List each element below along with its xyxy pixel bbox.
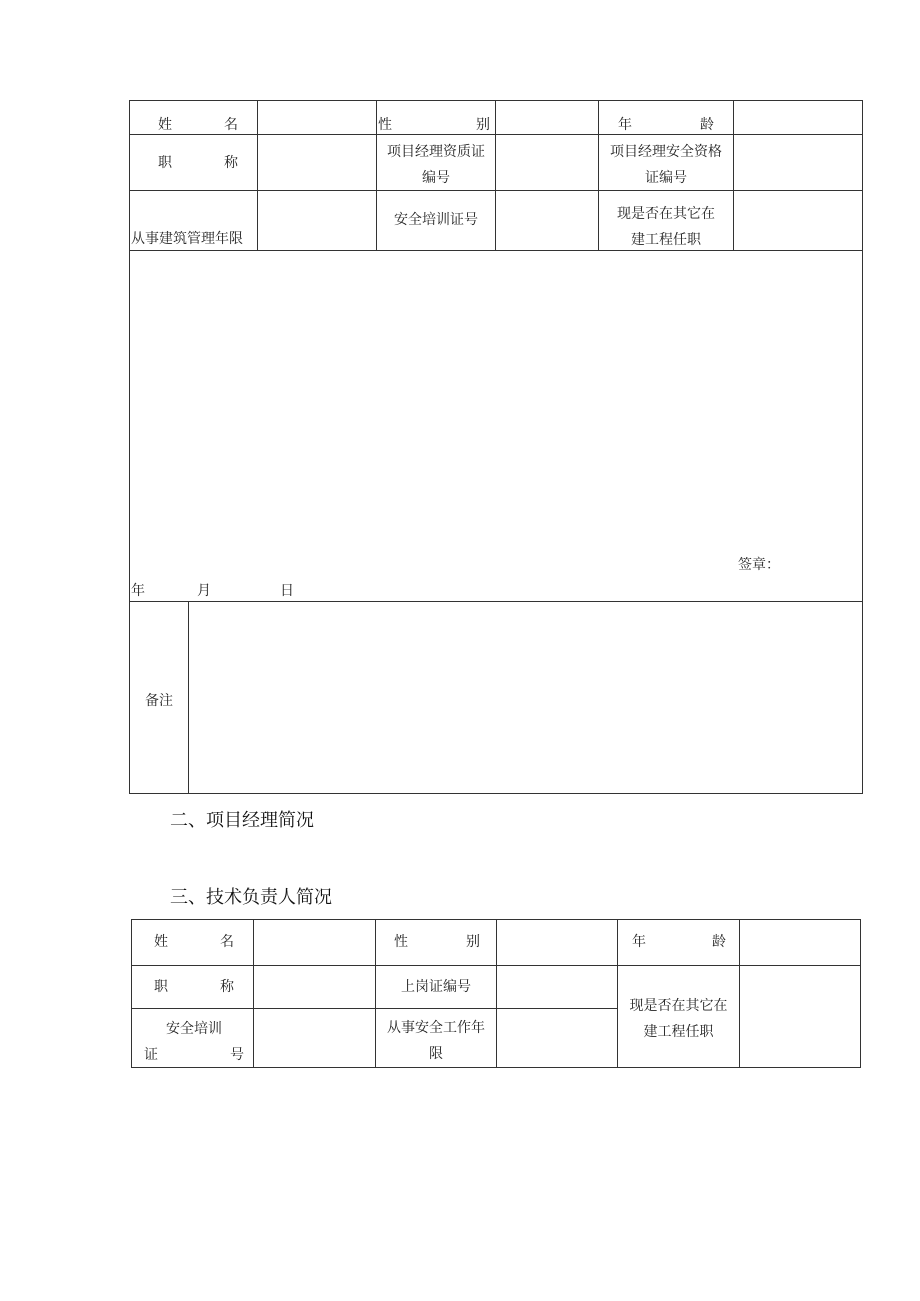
management-years-label: 从事建筑管理年限: [131, 231, 243, 247]
signature-label: 签章：: [738, 557, 780, 573]
tech-name-label: 姓 名: [154, 934, 234, 950]
training-cert-value-cell[interactable]: [496, 191, 598, 250]
gender-value-cell[interactable]: [496, 101, 598, 134]
section-2-heading: 二、项目经理简况: [170, 810, 314, 831]
info-table-1: [129, 100, 863, 794]
tech-age-value-cell[interactable]: [740, 920, 860, 965]
safety-cert-label: 项目经理安全资格 证编号: [610, 144, 722, 186]
remarks-value-cell[interactable]: [189, 602, 862, 793]
date-day: 日: [280, 583, 294, 599]
tech-title-value-cell[interactable]: [254, 966, 375, 1008]
safety-cert-value-cell[interactable]: [734, 135, 862, 190]
statement-area[interactable]: [130, 251, 862, 601]
age-value-cell[interactable]: [734, 101, 862, 134]
safety-work-years-value-cell[interactable]: [497, 1009, 617, 1067]
date-month: 月: [197, 583, 211, 599]
info-table-2: [131, 919, 861, 1068]
title-label: 职 称: [158, 155, 238, 171]
tech-name-value-cell[interactable]: [254, 920, 375, 965]
safety-work-years-label: 从事安全工作年 限: [387, 1020, 485, 1062]
qualification-cert-value-cell[interactable]: [496, 135, 598, 190]
title-value-cell[interactable]: [258, 135, 376, 190]
other-project-value-cell[interactable]: [734, 191, 862, 250]
age-label: 年 龄: [618, 117, 714, 133]
management-years-value-cell[interactable]: [258, 191, 376, 250]
tech-gender-label: 性 别: [394, 934, 480, 950]
tech-training-label: 安全培训 证 号: [144, 1021, 244, 1063]
section-3-heading: 三、技术负责人简况: [170, 887, 332, 908]
post-cert-value-cell[interactable]: [497, 966, 617, 1008]
date-year: 年: [131, 583, 145, 599]
training-cert-label: 安全培训证号: [394, 212, 478, 228]
qualification-cert-label: 项目经理资质证 编号: [387, 144, 485, 186]
tech-training-value-cell[interactable]: [254, 1009, 375, 1067]
post-cert-label: 上岗证编号: [401, 979, 471, 995]
tech-title-label: 职 称: [154, 979, 234, 995]
name-label: 姓 名: [158, 117, 238, 133]
tech-age-label: 年 龄: [632, 934, 726, 950]
tech-other-project-value-cell[interactable]: [740, 966, 860, 1067]
remarks-label: 备注: [145, 693, 173, 709]
name-value-cell[interactable]: [258, 101, 376, 134]
gender-label: 性 别: [378, 117, 490, 133]
tech-gender-value-cell[interactable]: [497, 920, 617, 965]
other-project-label: 现是否在其它在 建工程任职: [617, 206, 715, 248]
tech-other-project-label: 现是否在其它在 建工程任职: [629, 998, 728, 1040]
